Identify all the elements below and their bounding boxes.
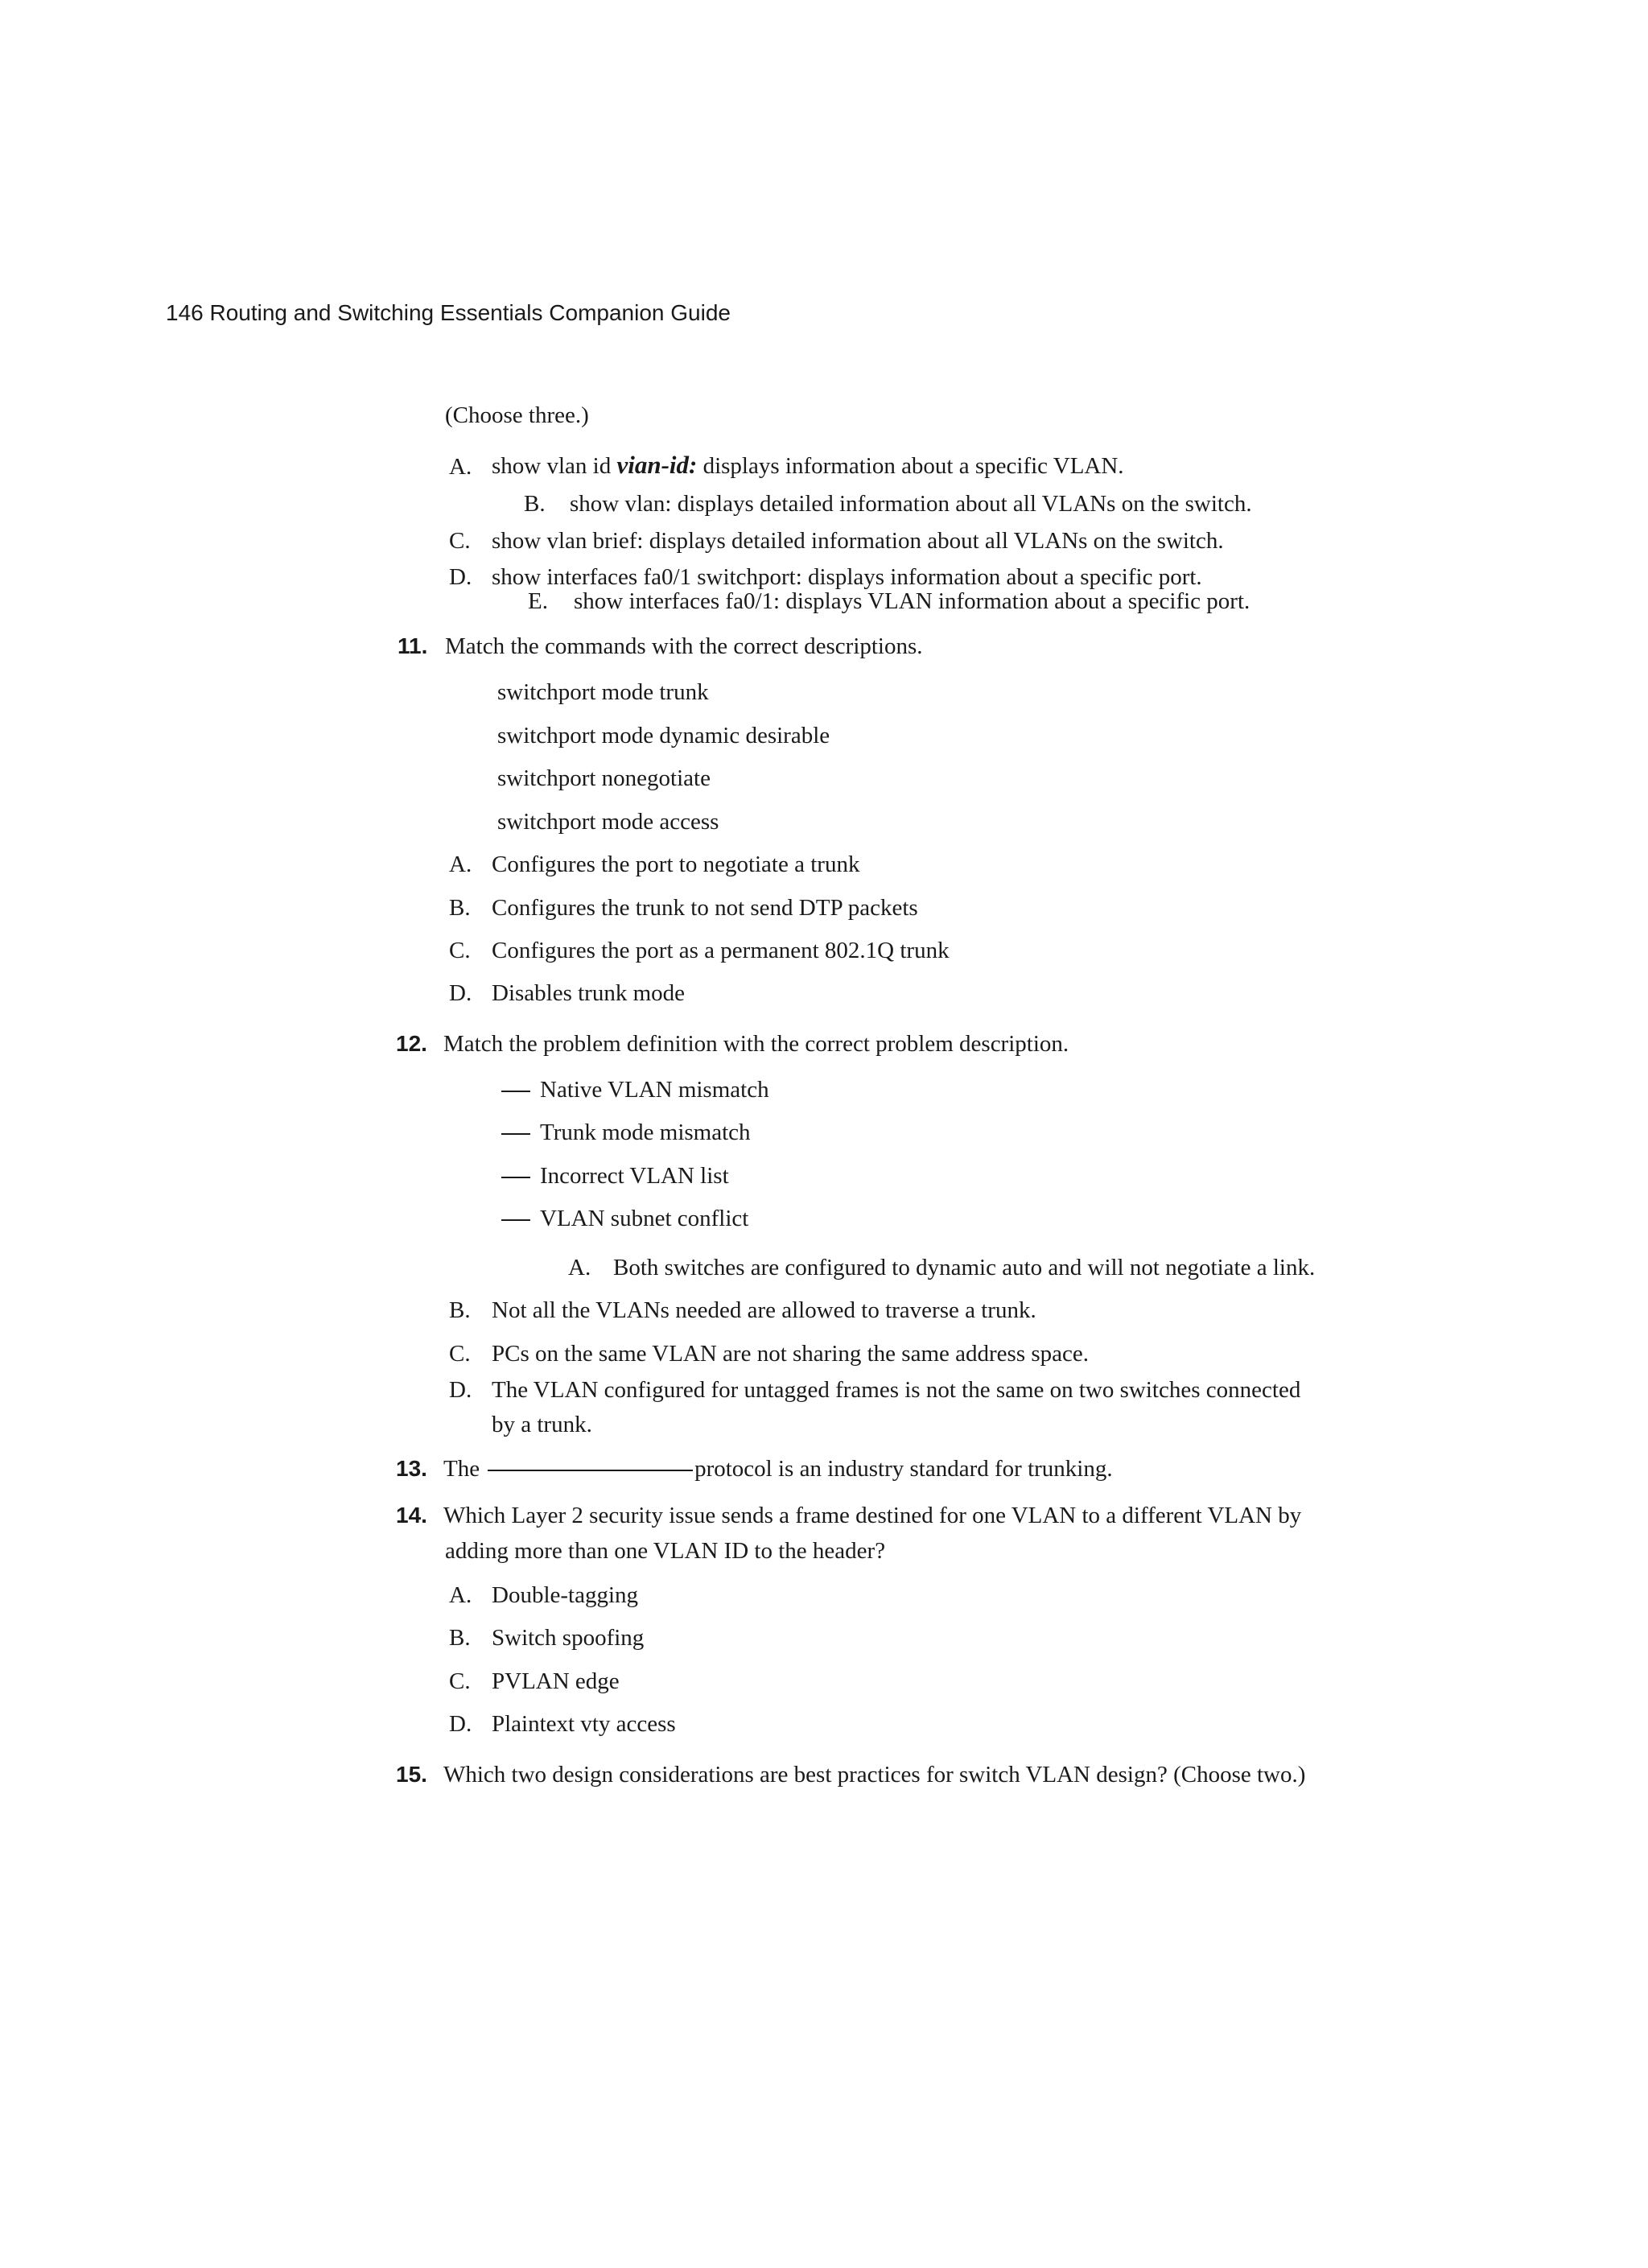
q10-option-e-letter: E.	[528, 588, 548, 614]
q14-option-d-letter: D.	[449, 1711, 472, 1737]
q14-option-c-letter: C.	[449, 1668, 471, 1694]
q12-number: 12.	[396, 1031, 427, 1056]
q12-option-a-letter: A.	[568, 1255, 591, 1280]
q14-option-a: Double-tagging	[492, 1582, 639, 1608]
q10-option-c-letter: C.	[449, 528, 471, 554]
q14-number: 14.	[396, 1503, 427, 1528]
q11-command: switchport mode access	[497, 809, 719, 835]
q14-text-line2: adding more than one VLAN ID to the header?	[445, 1538, 886, 1564]
q12-option-d: The VLAN configured for untagged frames is not the same on two switches connected	[492, 1377, 1301, 1403]
q11-option-a-letter: A.	[449, 852, 472, 877]
q11-command: switchport mode trunk	[497, 679, 709, 705]
q12-option-b-letter: B.	[449, 1297, 471, 1323]
q11-option-b: Configures the trunk to not send DTP packets	[492, 895, 918, 921]
q14-option-b: Switch spoofing	[492, 1625, 645, 1651]
q12-item-label: Native VLAN mismatch	[540, 1077, 769, 1103]
fill-in-blank	[488, 1470, 693, 1471]
q12-item-label: Trunk mode mismatch	[540, 1120, 751, 1145]
q11-option-c: Configures the port as a permanent 802.1Q trunk	[492, 938, 950, 963]
q12-option-d-letter: D.	[449, 1377, 472, 1403]
q12-option-d-cont: by a trunk.	[492, 1412, 592, 1437]
q15-text: Which two design considerations are best practices for switch VLAN design? (Choose two.)	[443, 1762, 1306, 1788]
q12-text: Match the problem definition with the correct problem description.	[443, 1031, 1069, 1057]
q11-option-d-letter: D.	[449, 980, 472, 1006]
answer-blank	[501, 1219, 530, 1221]
running-header: 146 Routing and Switching Essentials Companion Guide	[166, 300, 731, 325]
q11-command: switchport nonegotiate	[497, 765, 711, 791]
q11-command: switchport mode dynamic desirable	[497, 723, 830, 748]
q12-option-a: Both switches are configured to dynamic auto and will not negotiate a link.	[613, 1255, 1316, 1280]
answer-blank	[501, 1091, 530, 1092]
q13-pre: The	[443, 1456, 480, 1482]
answer-blank	[501, 1177, 530, 1178]
q12-item-label: Incorrect VLAN list	[540, 1163, 729, 1189]
q14-option-d: Plaintext vty access	[492, 1711, 676, 1737]
q12-item-label: VLAN subnet conflict	[540, 1206, 749, 1231]
q10-option-a-emph: vian-id:	[616, 451, 698, 479]
q11-option-b-letter: B.	[449, 895, 471, 921]
q14-option-a-letter: A.	[449, 1582, 472, 1608]
q13-text	[443, 1455, 1113, 1482]
q11-text: Match the commands with the correct descriptions.	[445, 633, 923, 659]
q10-option-a-post: displays information about a specific VLAN.	[697, 453, 1124, 479]
q10-option-d-letter: D.	[449, 564, 472, 590]
q13-post: protocol is an industry standard for trunking.	[694, 1456, 1113, 1482]
q12-item	[501, 1205, 748, 1232]
q14-option-c: PVLAN edge	[492, 1668, 620, 1694]
q11-option-a: Configures the port to negotiate a trunk	[492, 852, 860, 877]
q10-option-a	[492, 452, 1124, 480]
q10-instruction: (Choose three.)	[445, 402, 589, 428]
q14-text-line1: Which Layer 2 security issue sends a frame destined for one VLAN to a different VLAN by	[443, 1503, 1302, 1528]
q13-number: 13.	[396, 1456, 427, 1481]
q11-number: 11.	[398, 633, 428, 658]
q11-option-d: Disables trunk mode	[492, 980, 686, 1006]
q11-option-c-letter: C.	[449, 938, 471, 963]
answer-blank	[501, 1133, 530, 1135]
q10-option-b-letter: B.	[524, 491, 546, 517]
q12-item	[501, 1076, 769, 1103]
q10-option-e: show interfaces fa0/1: displays VLAN information about a specific port.	[574, 588, 1250, 614]
q10-option-c: show vlan brief: displays detailed information about all VLANs on the switch.	[492, 528, 1224, 554]
q10-option-a-pre: show vlan id	[492, 453, 617, 479]
q10-option-d: show interfaces fa0/1 switchport: displays information about a specific port.	[492, 564, 1202, 590]
q10-option-a-letter: A.	[449, 454, 472, 480]
q12-item	[501, 1119, 751, 1146]
q12-option-b: Not all the VLANs needed are allowed to traverse a trunk.	[492, 1297, 1036, 1323]
q12-item	[501, 1162, 729, 1190]
q12-option-c-letter: C.	[449, 1341, 471, 1367]
q12-option-c: PCs on the same VLAN are not sharing the same address space.	[492, 1341, 1090, 1367]
q15-number: 15.	[396, 1762, 427, 1787]
q14-option-b-letter: B.	[449, 1625, 471, 1651]
q10-option-b: show vlan: displays detailed information about all VLANs on the switch.	[570, 491, 1252, 517]
